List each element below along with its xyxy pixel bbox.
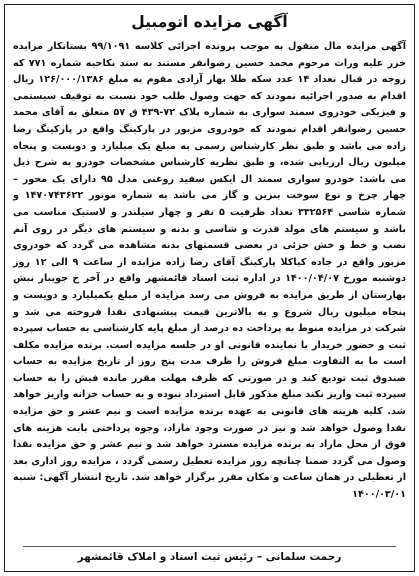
notice-signature: رحمت سلمانی – رئیس ثبت اسناد و املاک قائمشهر [77, 551, 342, 563]
notice-body: آگهی مزایده مال منقول به موجب پرونده اجرائی کلاسه ۹۹/۱۰۹۱ بستانکار مزایده خزر علیه وراث مرحوم محمد حسین رضوانفر مستند به سند نکاحیه شماره ۷۷۱ که زوجه در قبال تعداد ۱۴ عدد سکه طلا بهار آزادی مقوم به مبلغ ۱۲۶/۰۰۰/۱۳۸۶ ریال اقدام به صدور اجرائیه نمودند که جهت وصول طلب خود نسبت به توقیف سیستمی و فیزیکی خودروی سمند سواری به شماره پلاک ۷۲-۴۳۹ ق ۵۷ متعلق به آقای محمد حسین رضوانفر اقدام نمودند که خودروی مزبور در پارکینگ واقع در پارکینگ رضا زاده می باشد و طبق نظر کارشناس رسمی به مبلغ یک میلیارد و دویست و پنجاه میلیون ریال ارزیابی شده، و طبق نظریه کارشناس مشخصات خودرو به شرح ذیل می باشد: خودرو سواری سمند ال ایکس سفید روغنی مدل ۹۵ دارای یک محور – چهار چرخ و نوع سوخت بنزین و گاز می باشد به شماره موتور ۱۴۷۰۷۴۳۶۲۲ و شماره شاسی ۳۳۲۵۶۴ تعداد ظرفیت ۵ نفر و چهار سیلندر و لاستیک مناسب می باشد و سیستم های مولد قدرت و شاسی و بدنه و سیستم های دیگر در روی آنم نصب و خط و خش جزئی در بعضی قسمتهای بدنه مشاهده می گردد که خودروی مزبور واقع در جاده کیاکلا پارکینگ آقای رضا زاده مزایده از ساعت ۹ الی ۱۲ روز دوشنبه مورخ ۱۴۰۰/۰۴/۰۷ در اداره ثبت اسناد قائمشهر واقع در آخر خ جویبار نبش بهارستان از طریق مزایده به فروش می رسد مزایده از مبلغ یکمیلیارد و دویست و پنجاه میلیون ریال شروع و به بالاترین قیمت پیشنهادی نقدا فروخته می شد و شرکت در مزایده منوط به پرداخت ده درصد از مبلغ پایه کارشناسی به حساب سپرده ثبت و حضور خریدار یا نماینده قانونی او در جلسه مزایده است. برنده مزایده مکلف است ما به التفاوت مبلغ فروش را ظرف مدت پنج روز از تاریخ مزایده به حساب صندوق ثبت تودیع کند و در صورتی که ظرف مهلت مقرر مانده فیش را به حساب سپرده ثبت واریز نکند مبلغ مذکور قابل استرداد نبوده و به حساب خزانه واریز خواهد شد. کلیه هزینه های قانونی به عهده برنده مزایده است و نیم عشر و حق مزایده نقدا وصول خواهد شد و نیز در صورت وجود مازاد، وجوه پرداختی بابت هزینه های فوق از محل مازاد به برنده مزایده مسترد خواهد شد و نیم عشر و حق مزایده نقدا وصول می گردد ضمنا چنانچه روز مزایده تعطیل رسمی گردد ، مزایده روز اداری بعد از تعطیلی در همان ساعت و مکان مقرر برگزار خواهد شد. تاریخ انتشار آگهی: شنبه ۱۴۰۰/۰۳/۰۱ [13, 41, 407, 501]
notice-title: آگهی مزایده اتومبیل [131, 13, 288, 31]
notice-frame [4, 4, 415, 572]
signature-divider [23, 546, 396, 547]
